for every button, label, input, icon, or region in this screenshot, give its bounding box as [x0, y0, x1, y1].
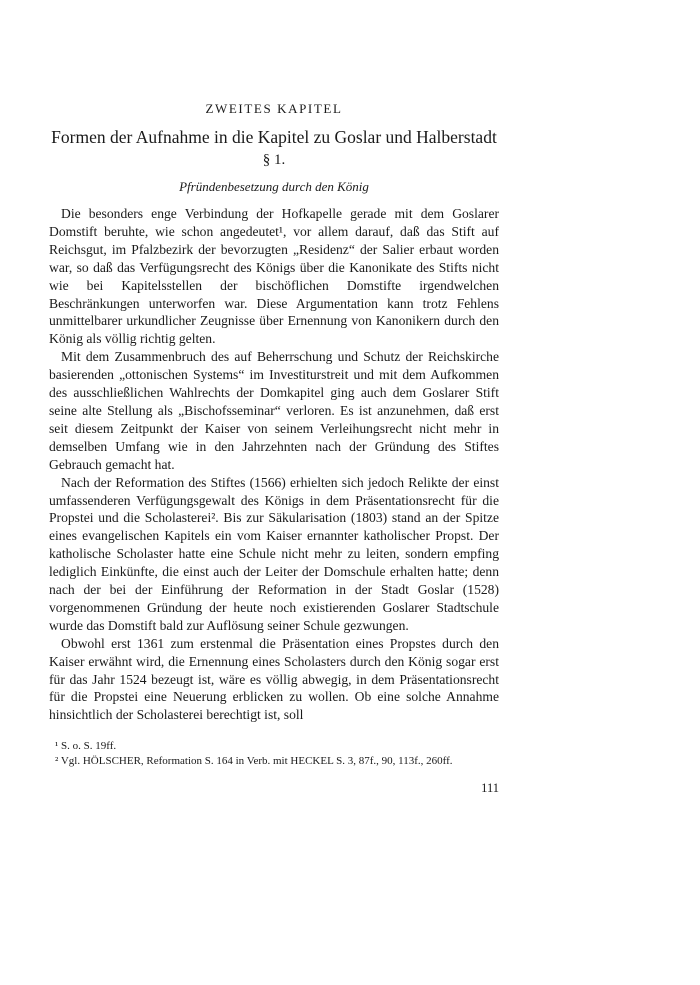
page-number: 111	[481, 781, 499, 795]
body-text	[49, 205, 499, 724]
paragraph: Obwohl erst 1361 zum erstenmal die Präsentation eines Propstes durch den Kaiser erwähnt wird, die Ernennung eines Scholasters durch den König sogar erst für das Jahr 1524 bezeugt ist, wäre es völlig abwegig, in dem Präsentationsrecht für die Propstei eine Neuerung erblicken zu wollen. Ob eine solche Annahme hinsichtlich der Scholasterei berechtigt ist, soll	[49, 635, 499, 723]
footnote: ² Vgl. HÖLSCHER, Reformation S. 164 in Verb. mit HECKEL S. 3, 87f., 90, 113f., 260ff.	[55, 754, 453, 767]
paragraph: Mit dem Zusammenbruch des auf Beherrschung und Schutz der Reichskirche basierenden „ottonischen Systems“ im Investiturstreit und mit dem Aufkommen des ausschließlichen Wahlrechts der Domkapitel ging auch dem Goslarer Stift seine alte Stellung als „Bischofsseminar“ verloren. Es ist anzunehmen, daß erst seit diesem Zeitpunkt der Kaiser von seinem Verleihungsrecht nicht mehr in demselben Umfang wie in den Jahrzehnten nach der Gründung des Stiftes Gebrauch gemacht hat.	[49, 349, 499, 472]
footnote: ¹ S. o. S. 19ff.	[55, 740, 117, 752]
paragraph: Die besonders enge Verbindung der Hofkapelle gerade mit dem Goslarer Domstift beruhte, wie schon angedeutet¹, vor allem darauf, daß das Stift auf Reichsgut, im Pfalzbezirk der bevorzugten „Residenz“ der Salier erbaut worden war, so daß das Verfügungsrecht des Königs über die Kanonikate des Stifts nicht wie bei Kapitelsstellen der bischöflichen Domstifte irgendwelchen Beschränkungen unterworfen war. Diese Argumentation kann trotz Fehlens unmittelbarer urkundlicher Zeugnisse über Ernennung von Kanonikern durch den König als völlig richtig gelten.	[49, 206, 499, 347]
section-title: Pfründenbesetzung durch den König	[179, 179, 369, 194]
chapter-label: ZWEITES KAPITEL	[205, 101, 343, 116]
section-number: § 1.	[262, 152, 286, 168]
chapter-title: Formen der Aufnahme in die Kapitel zu Goslar und Halberstadt	[51, 127, 497, 147]
paragraph: Nach der Reformation des Stiftes (1566) erhielten sich jedoch Relikte der einst umfassenderen Verfügungsgewalt des Königs in dem Präsentationsrecht für die Propstei und die Scholasterei². Bis zur Säkularisation (1803) stand an der Spitze eines evangelischen Kapitels ein vom Kaiser ernannter katholischer Propst. Der katholische Scholaster hatte eine Schule nicht mehr zu leiten, sondern empfing lediglich Einkünfte, die einst auch der Leiter der Domschule erhalten hatte; denn nach der bei der Einführung der Reformation in der Stadt Goslar (1528) vorgenommenen Gründung der heute noch existierenden Goslarer Stadtschule wurde das Domstift bald zur Auflösung seiner Schule gezwungen.	[49, 474, 499, 633]
footnotes	[49, 739, 499, 768]
